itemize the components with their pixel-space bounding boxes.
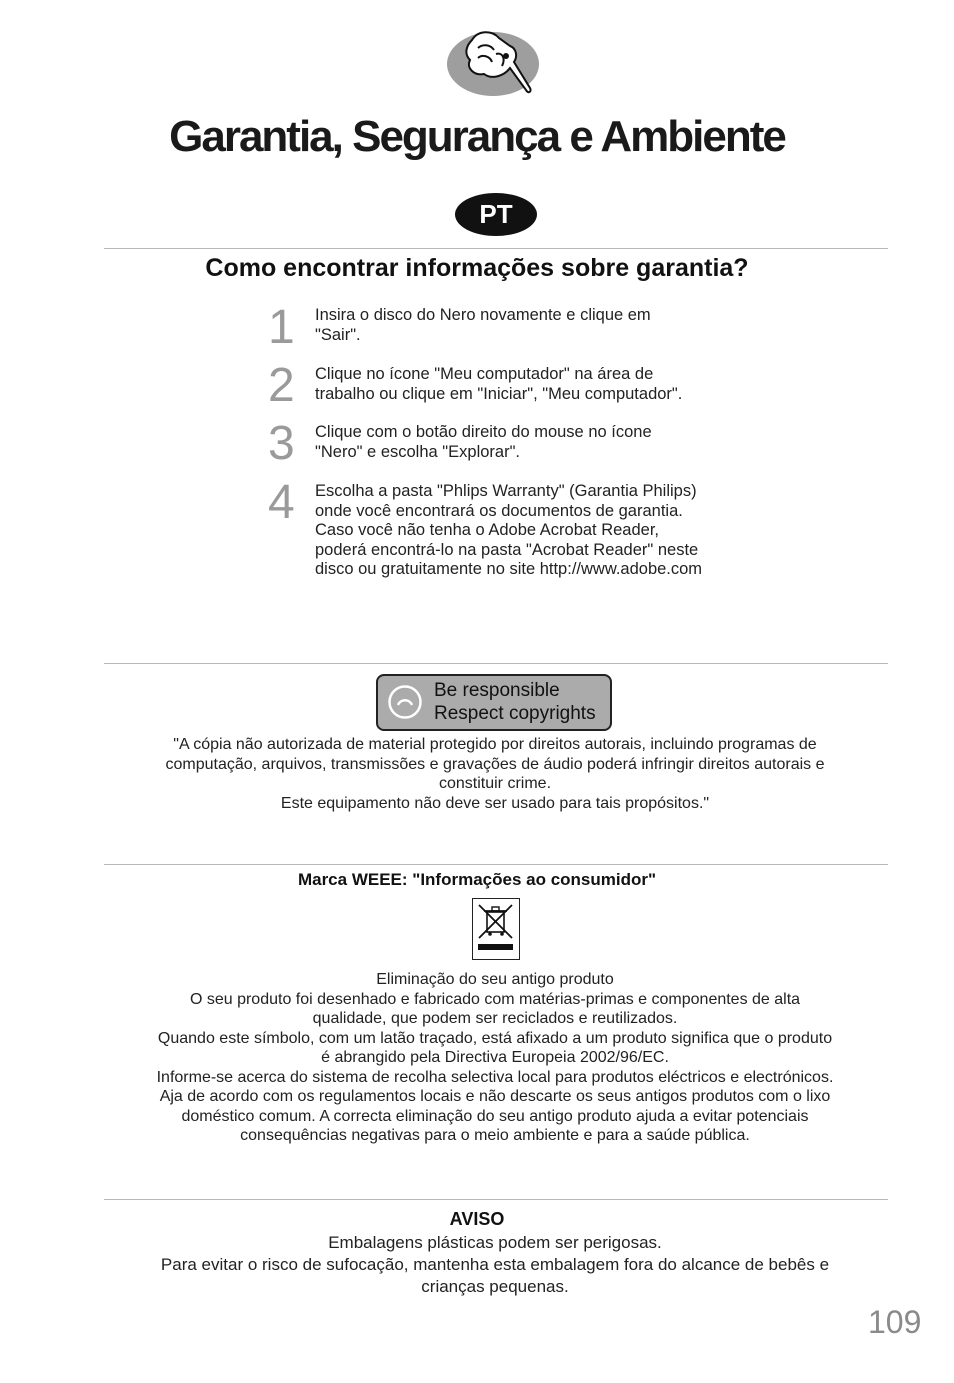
- step-line: trabalho ou clique em "Iniciar", "Meu computador".: [315, 384, 683, 403]
- step-line: "Sair".: [315, 325, 361, 344]
- weee-line: Quando este símbolo, com um latão traçado, está afixado a um produto significa que o produto: [157, 1029, 833, 1047]
- language-badge: PT: [455, 193, 537, 236]
- be-responsible-badge: [376, 674, 612, 731]
- page-number: 109: [868, 1304, 922, 1340]
- step-text: [315, 365, 755, 404]
- warranty-heading: Como encontrar informações sobre garantia?: [205, 254, 749, 282]
- step-line: disco ou gratuitamente no site http://www.adobe.com: [315, 560, 703, 578]
- divider: [104, 663, 888, 664]
- copyright-notice: [130, 735, 860, 813]
- warning-heading: AVISO: [449, 1209, 505, 1229]
- weee-line: consequências negativas para o meio ambiente e para a saúde pública.: [240, 1127, 750, 1144]
- crossed-bin-icon: [472, 898, 520, 960]
- page-title: Garantia, Segurança e Ambiente: [169, 112, 785, 161]
- step-number: 1: [268, 301, 295, 354]
- divider: [104, 1199, 888, 1200]
- step-number: 4: [268, 476, 295, 529]
- weee-line: Aja de acordo com os regulamentos locais e não descarte os seus antigos produtos com o lixo: [159, 1088, 831, 1105]
- warning-body: [130, 1232, 860, 1298]
- step-text: [315, 482, 755, 580]
- step-line: onde você encontrará os documentos de garantia.: [315, 501, 683, 520]
- warning-line: Para evitar o risco de sufocação, mantenha esta embalagem fora do alcance de bebês e: [160, 1255, 830, 1274]
- weee-subheading: Eliminação do seu antigo produto: [376, 971, 614, 988]
- notice-line: "A cópia não autorizada de material protegido por direitos autorais, incluindo programas de: [173, 736, 817, 753]
- step-line: Clique no ícone "Meu computador" na área de: [315, 365, 654, 383]
- step-number: 3: [268, 417, 295, 470]
- divider: [104, 864, 888, 865]
- weee-line: doméstico comum. A correcta eliminação do seu antigo produto ajuda a evitar potenciais: [181, 1107, 809, 1125]
- step-line: Clique com o botão direito do mouse no ícone: [315, 423, 652, 441]
- step-text: [315, 306, 755, 345]
- step-line: "Nero" e escolha "Explorar".: [315, 442, 521, 461]
- warning-line: Embalagens plásticas podem ser perigosas.: [328, 1233, 662, 1252]
- notice-line: constituir crime.: [438, 775, 552, 792]
- copyright-circle-icon: [388, 685, 422, 719]
- weee-line: é abrangido pela Directiva Europeia 2002/96/EC.: [321, 1049, 669, 1066]
- weee-line: qualidade, que podem ser reciclados e reutilizados.: [312, 1010, 678, 1027]
- step-text: [315, 423, 755, 462]
- notice-line: computação, arquivos, transmissões e gravações de áudio poderá infringir direitos autorais e: [165, 755, 825, 773]
- badge-line-1: Be responsible: [434, 680, 560, 701]
- weee-line: Informe-se acerca do sistema de recolha selectiva local para produtos eléctricos e electrónicos.: [156, 1068, 834, 1086]
- step-number: 2: [268, 359, 295, 412]
- step-line: poderá encontrá-lo na pasta "Acrobat Reader" neste: [315, 540, 699, 559]
- weee-body: [130, 970, 860, 1146]
- badge-line-2: Respect copyrights: [434, 703, 596, 724]
- step-line: Escolha a pasta "Phlips Warranty" (Garantia Philips): [315, 482, 697, 500]
- pointing-hand-icon: [444, 26, 544, 102]
- warning-line: crianças pequenas.: [421, 1277, 569, 1296]
- step-line: Caso você não tenha o Adobe Acrobat Reader,: [315, 521, 660, 539]
- notice-line: Este equipamento não deve ser usado para tais propósitos.": [280, 794, 710, 812]
- step-line: Insira o disco do Nero novamente e clique em: [315, 306, 651, 324]
- weee-heading: Marca WEEE: "Informações ao consumidor": [297, 870, 657, 889]
- weee-line: O seu produto foi desenhado e fabricado com matérias-primas e componentes de alta: [189, 990, 801, 1008]
- divider: [104, 248, 888, 249]
